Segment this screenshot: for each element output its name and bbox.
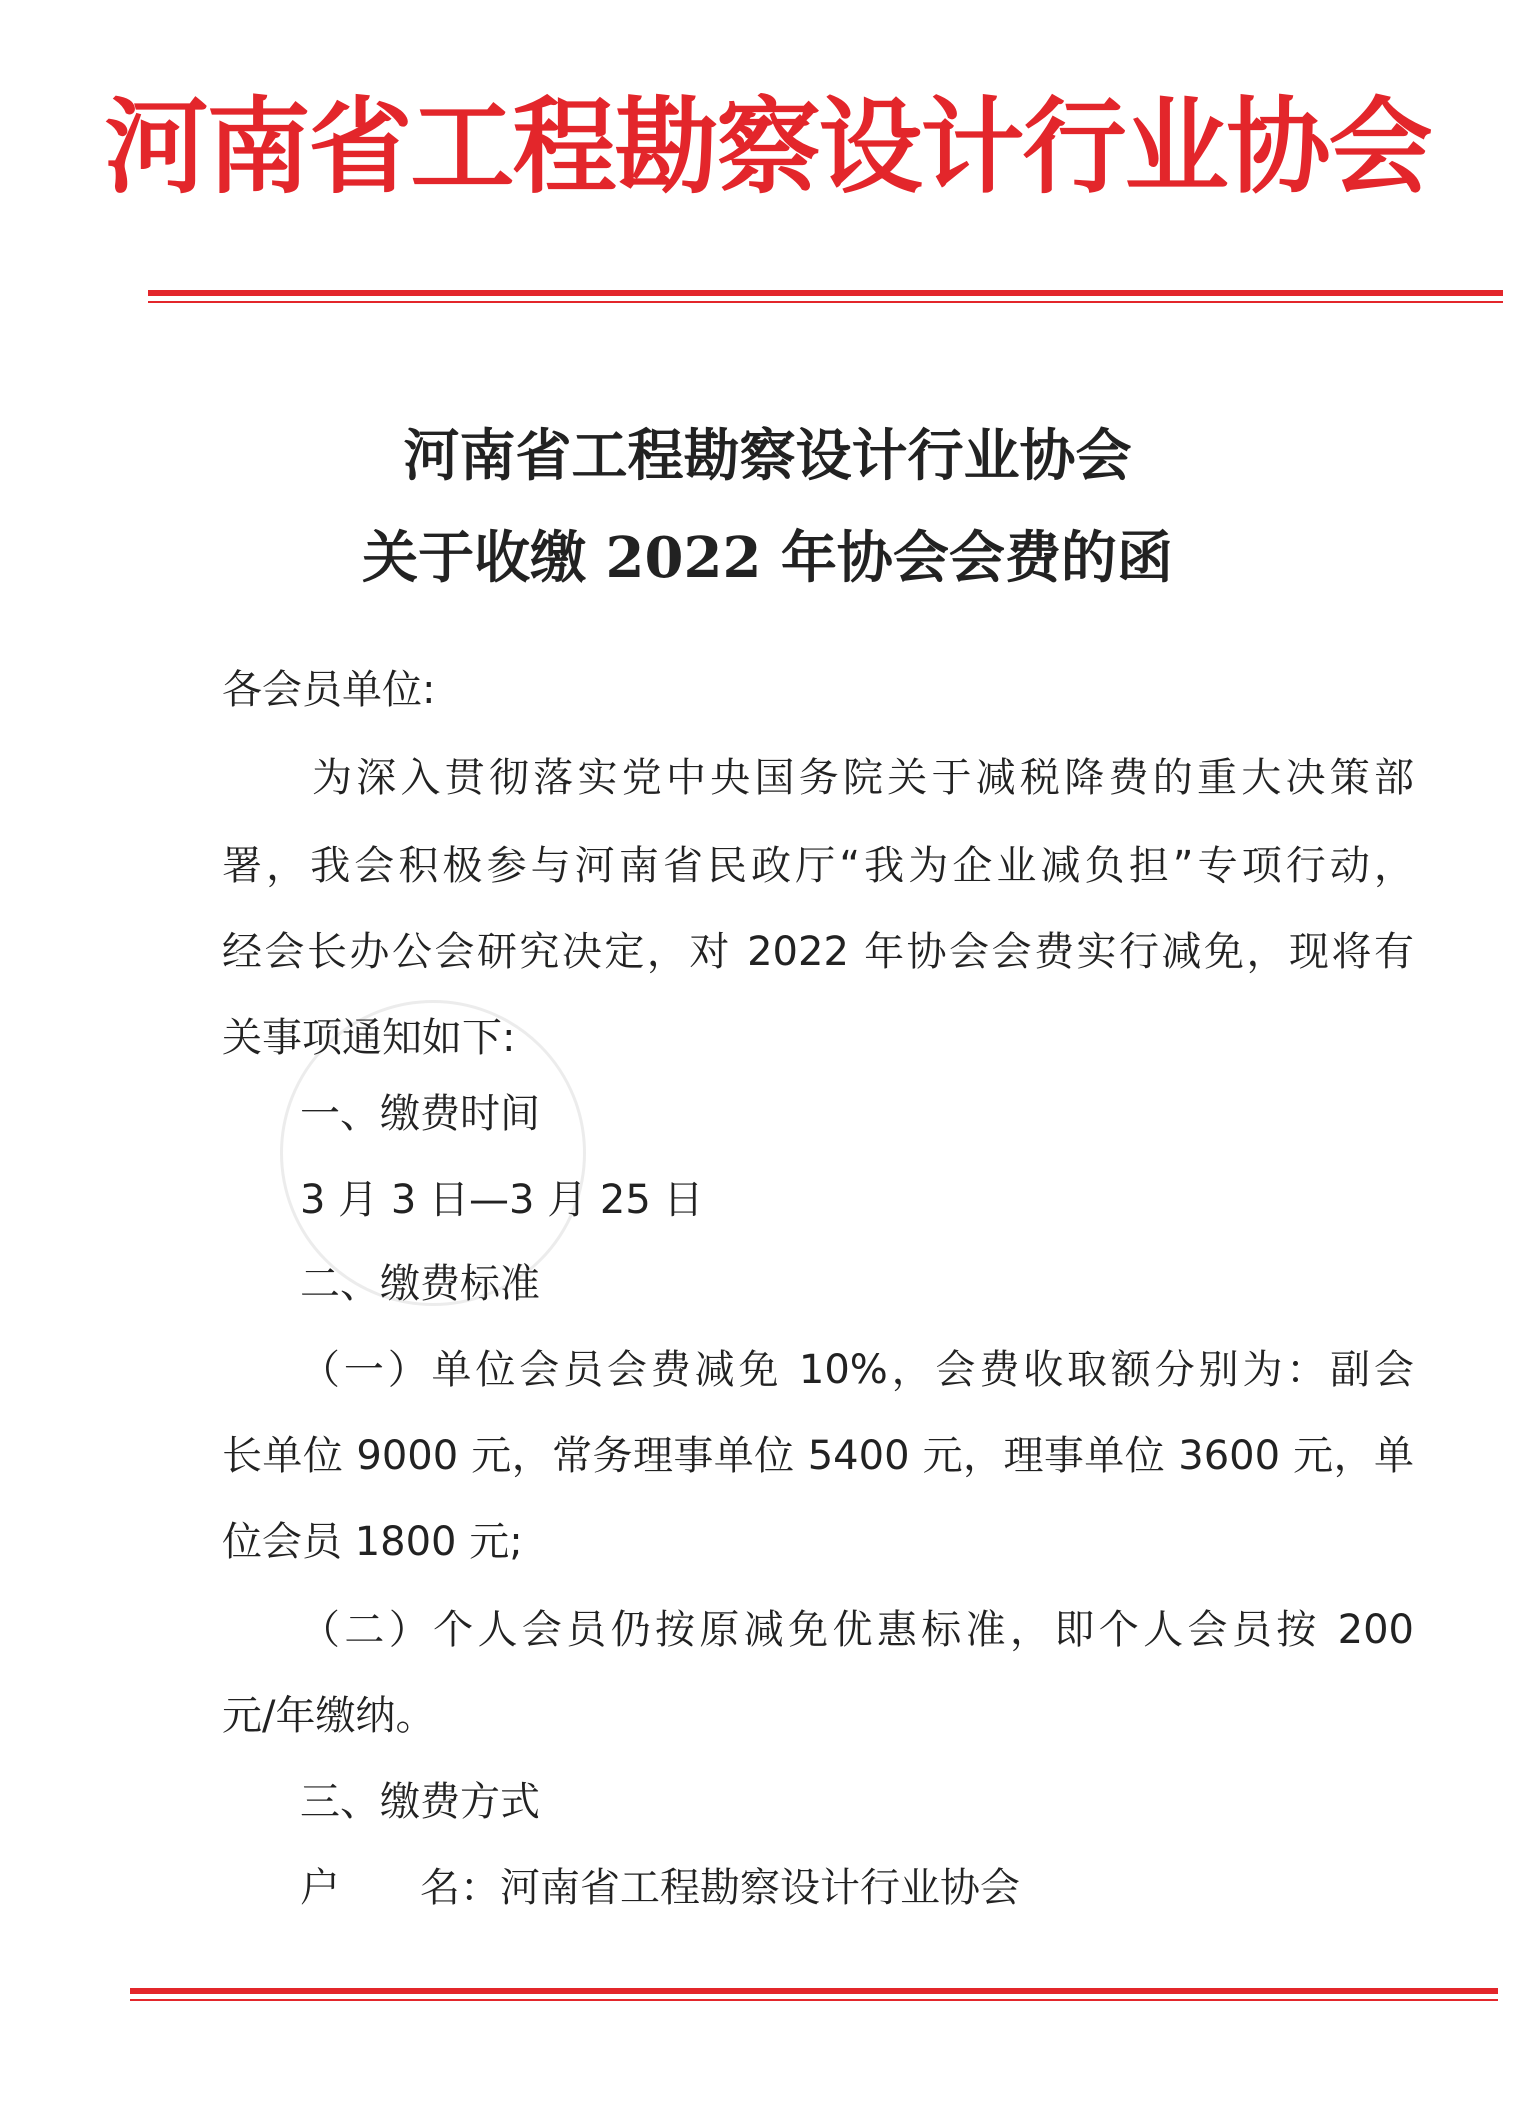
section2-item2-line1: （二）个人会员仍按原减免优惠标准，即个人会员按 200	[300, 1607, 1414, 1653]
intro-line-3: 经会长办公会研究决定，对 2022 年协会会费实行减免，现将有	[222, 929, 1414, 975]
intro-line-2: 署，我会积极参与河南省民政厅“我为企业减负担”专项行动，	[222, 843, 1414, 889]
account-name-label: 户 名：	[300, 1865, 500, 1911]
section1-content: 3 月 3 日—3 月 25 日	[300, 1177, 704, 1223]
section2-heading: 二、缴费标准	[300, 1261, 540, 1307]
salutation: 各会员单位:	[222, 667, 436, 713]
section2-item1-line3: 位会员 1800 元;	[222, 1519, 523, 1565]
section1-heading: 一、缴费时间	[300, 1091, 540, 1137]
intro-line-4: 关事项通知如下:	[222, 1015, 516, 1061]
account-name-value: 河南省工程勘察设计行业协会	[500, 1865, 1020, 1911]
account-name-row	[300, 1865, 1020, 1911]
section2-item2-line2: 元/年缴纳。	[222, 1693, 436, 1739]
section2-item1-line2: 长单位 9000 元，常务理事单位 5400 元，理事单位 3600 元，单	[222, 1433, 1414, 1479]
section2-item1-line1: （一）单位会员会费减免 10%，会费收取额分别为：副会	[300, 1347, 1414, 1393]
title-line-2: 关于收缴 2022 年协会会费的函	[362, 525, 1173, 591]
footer-red-rule	[130, 1988, 1498, 2001]
letterhead-red-rule	[148, 290, 1503, 303]
title-line-1: 河南省工程勘察设计行业协会	[403, 423, 1132, 489]
letterhead-org-name: 河南省工程勘察设计行业协会	[104, 85, 1431, 208]
section3-heading: 三、缴费方式	[300, 1779, 540, 1825]
intro-line-1: 为深入贯彻落实党中央国务院关于减税降费的重大决策部	[312, 755, 1414, 801]
